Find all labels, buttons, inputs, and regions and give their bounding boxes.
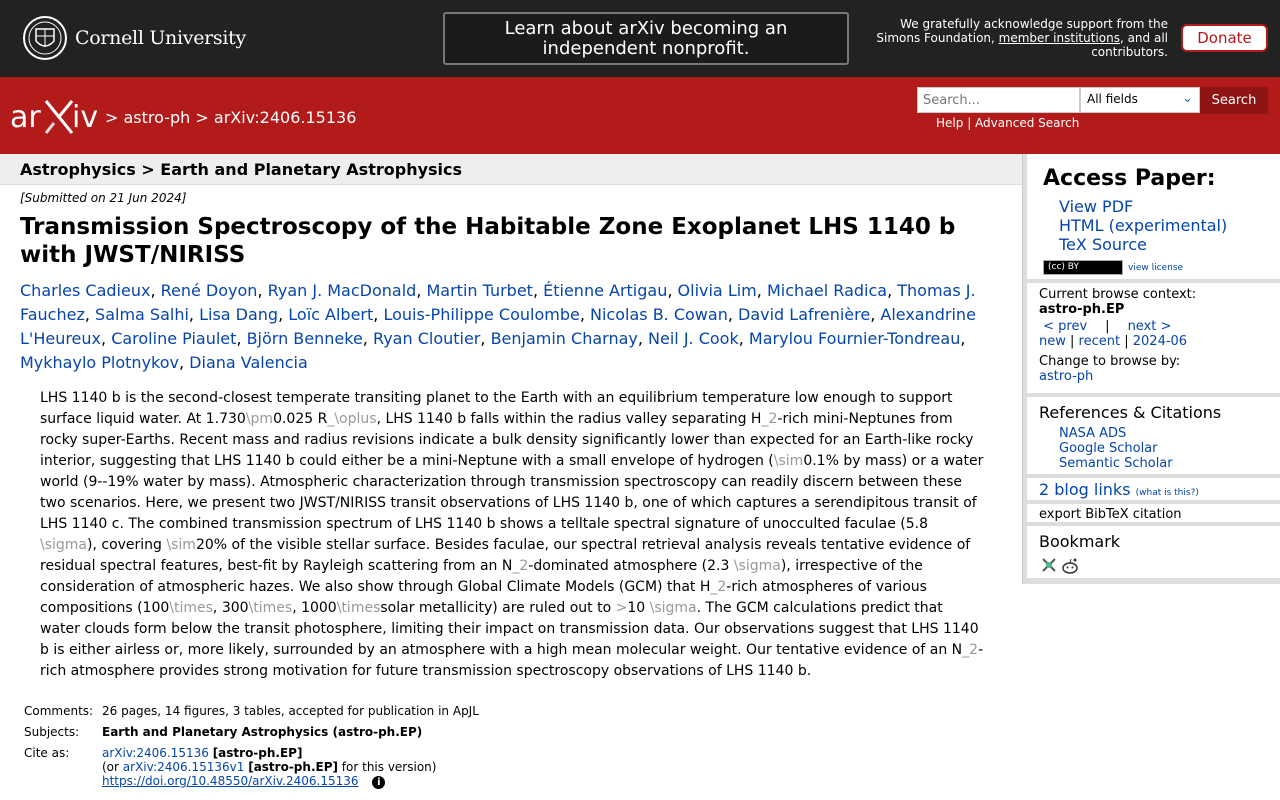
bookmark-box (1027, 526, 1280, 578)
tex-fragment: \times (336, 600, 381, 616)
author-link[interactable]: Neil J. Cook (648, 329, 739, 348)
html-link[interactable]: HTML (experimental) (1059, 216, 1228, 235)
tex-fragment: \sim (773, 453, 804, 469)
abstract-text: -rich atmosphere provides strong motivation for future transmission spectroscopy observations of LHS 1140 b. (40, 642, 984, 679)
sidebar (1022, 154, 1280, 584)
abstract-text: , 300 (212, 600, 249, 616)
bibtex-box (1027, 504, 1280, 522)
abstract-text: , LHS 1140 b falls within the radius valley separating H (376, 411, 762, 427)
abstract-text: 0.1% by mass) or a water world (9--19% water by mass). Atmospheric characterization through transmission spectroscopy can readily discern between these two scenarios. Here, we present two JWST/NIRISS transit observations of LHS 1140 b, one of which captures a serendipitous transit of LHS 1140 c. The combined transmission spectrum of LHS 1140 b shows a telltale spectral signature of unocculted faculae (5.8 (40, 453, 984, 532)
references-title: References & Citations (1039, 403, 1222, 422)
subjects-row (24, 723, 481, 742)
blog-links-box (1027, 478, 1280, 500)
search-input[interactable] (917, 87, 1080, 113)
cite-tag: [astro-ph.EP] (212, 746, 303, 760)
comments-row (24, 702, 481, 721)
change-browse-label: Change to browse by: (1039, 354, 1181, 369)
abstract-text: 0.025 R (273, 411, 328, 427)
search-button[interactable]: Search (1200, 87, 1268, 114)
author-link[interactable]: Étienne Artigau (543, 281, 668, 300)
tex-fragment: \times (169, 600, 213, 616)
metadata-table (22, 700, 483, 794)
cite-id-link[interactable]: arXiv:2406.15136 (102, 746, 209, 760)
author-link[interactable]: Alexandrine L'Heureux (20, 305, 976, 348)
access-link-item (1059, 235, 1280, 254)
author-link[interactable]: Ryan Cloutier (372, 329, 481, 348)
cite-row (24, 744, 481, 792)
abstract (40, 388, 984, 682)
abstract-text: -dominated atmosphere (2.3 (528, 558, 734, 574)
subject-header: Astrophysics > Earth and Planetary Astrophysics (0, 154, 1022, 185)
tex-fragment: _2 (710, 579, 727, 595)
donate-button[interactable]: Donate (1181, 24, 1268, 52)
author-link[interactable]: René Doyon (160, 281, 258, 300)
google-scholar-link[interactable]: Google Scholar (1059, 441, 1158, 456)
new-recent-nav (1039, 334, 1269, 349)
browse-context-value: astro-ph.EP (1039, 302, 1125, 317)
ref-link-item (1059, 426, 1280, 441)
month-link[interactable]: 2024-06 (1132, 334, 1188, 349)
author-link[interactable]: Nicolas B. Cowan (590, 305, 728, 324)
help-links (936, 116, 1079, 130)
view-pdf-link[interactable]: View PDF (1059, 197, 1134, 216)
support-pre: We gratefully acknowledge support from the Simons Foundation, (876, 17, 1168, 45)
abstract-text: solar metallicity) are ruled out to (380, 600, 616, 616)
bookmark-title: Bookmark (1039, 532, 1121, 551)
cornell-header (0, 0, 1280, 77)
comments-value: 26 pages, 14 figures, 3 tables, accepted for publication in ApJL (102, 704, 479, 718)
author-link[interactable]: Lisa Dang (199, 305, 279, 324)
member-institutions-link[interactable]: member institutions (998, 31, 1120, 45)
breadcrumb-sep: > (195, 108, 209, 127)
abstract-text: ), irrespective of the consideration of atmospheric hazes. We also show through Global Climate Models (GCM) that H (40, 558, 923, 595)
abstract-text: 10 (627, 600, 650, 616)
subjects-value (102, 723, 481, 742)
author-link[interactable]: Michael Radica (766, 281, 888, 300)
subjects-primary: Earth and Planetary Astrophysics (astro-ph.EP) (102, 725, 423, 739)
cite-label: Cite as: (24, 746, 70, 760)
abstract-text: 20% of the visible stellar surface. Besides faculae, our spectral retrieval analysis reveals tentative evidence of residual spectral features, best-fit by Rayleigh scattering from an N (40, 537, 971, 574)
nav-sep: | (1070, 334, 1075, 349)
nasa-ads-link[interactable]: NASA ADS (1059, 426, 1127, 441)
browse-context-box (1027, 283, 1280, 393)
ref-link-item (1059, 456, 1280, 471)
references-box (1027, 397, 1280, 474)
help-link[interactable]: Help (936, 116, 964, 130)
ref-link-item (1059, 441, 1280, 456)
paper-main (0, 154, 1022, 800)
author-link[interactable]: Olivia Lim (677, 281, 757, 300)
author-link[interactable]: Charles Cadieux (20, 281, 151, 300)
tex-fragment: \sim (166, 537, 196, 553)
cite-tag-version: [astro-ph.EP] (248, 760, 338, 774)
abstract-text: ), covering (87, 537, 167, 553)
author-link[interactable]: Caroline Piaulet (111, 329, 237, 348)
author-link[interactable]: Louis-Philippe Coulombe (383, 305, 580, 324)
cornell-wordmark: Cornell University (75, 27, 246, 49)
license (1043, 260, 1280, 275)
arxiv-logo[interactable] (10, 97, 100, 141)
author-link[interactable]: Mykhaylo Plotnykov (20, 353, 179, 372)
cornell-seal-icon (22, 15, 68, 61)
arxiv-logo-icon (10, 97, 100, 137)
nav-sep: | (1124, 334, 1129, 349)
cite-post: for this version) (337, 760, 437, 774)
chevron-down-icon: ⌄ (1182, 91, 1193, 106)
breadcrumb-sep: > (105, 108, 119, 127)
advanced-search-link[interactable]: Advanced Search (975, 116, 1080, 130)
bibsonomy-icon[interactable] (1041, 557, 1057, 573)
doi-link[interactable]: https://doi.org/10.48550/arXiv.2406.15136 (102, 774, 359, 788)
tex-fragment: _2 (512, 558, 529, 574)
author-link[interactable]: Ryan J. MacDonald (267, 281, 417, 300)
tex-fragment: _\oplus (327, 411, 377, 427)
tex-source-link[interactable]: TeX Source (1059, 235, 1147, 254)
help-sep: | (967, 116, 972, 130)
blog-links[interactable]: 2 blog links (1039, 480, 1131, 499)
tex-fragment: _2 (761, 411, 778, 427)
search-field-value: All fields (1087, 92, 1138, 106)
breadcrumb (105, 108, 356, 127)
cornell-logo[interactable] (22, 15, 246, 61)
view-license-link[interactable]: view license (1128, 262, 1184, 273)
export-bibtex-link[interactable]: export BibTeX citation (1039, 507, 1182, 522)
author-link[interactable]: Marylou Fournier-Tondreau (748, 329, 961, 348)
tex-fragment: \pm (245, 411, 274, 427)
access-links (1059, 197, 1280, 254)
bookmark-icons (1041, 557, 1280, 575)
author-link[interactable]: Thomas J. Fauchez (20, 281, 976, 324)
breadcrumb-paper-id[interactable]: arXiv:2406.15136 (213, 108, 357, 127)
references-links (1059, 426, 1280, 471)
author-link[interactable]: Björn Benneke (246, 329, 363, 348)
access-paper-box (1027, 154, 1280, 279)
abstract-text: LHS 1140 b is the second-closest temperate transiting planet to the Earth with an equilibrium temperature low enough to support surface liquid water. At 1.730 (40, 390, 953, 427)
what-is-this-link[interactable]: (what is this?) (1135, 488, 1199, 498)
cc-by-badge[interactable]: (cc) BY (1043, 260, 1123, 275)
tex-fragment: > (615, 600, 628, 616)
abstract-text: , 1000 (292, 600, 337, 616)
author-link[interactable]: Diana Valencia (189, 353, 308, 372)
abstract-text: -rich atmospheres of various compositions (100 (40, 579, 927, 616)
tex-fragment: \sigma (733, 558, 781, 574)
paper-title: Transmission Spectroscopy of the Habitable Zone Exoplanet LHS 1140 b with JWST/NIRISS (20, 214, 956, 268)
svg-text:ar: ar (10, 100, 41, 135)
change-browse-link[interactable]: astro-ph (1039, 369, 1094, 384)
nav-sep: | (1105, 319, 1110, 334)
tex-fragment: _2 (962, 642, 979, 658)
tex-fragment: \sigma (649, 600, 697, 616)
recent-link[interactable]: recent (1078, 334, 1121, 349)
access-paper-title: Access Paper: (1043, 166, 1216, 191)
prev-next-nav (1039, 319, 1269, 334)
nonprofit-banner[interactable]: Learn about arXiv becoming an independent nonprofit. (443, 12, 849, 65)
cite-value (102, 744, 481, 792)
subjects-label: Subjects: (24, 725, 80, 739)
support-post: , and all contributors. (1091, 31, 1168, 59)
support-acknowledgement (860, 17, 1168, 59)
abstract-text: -rich mini-Neptunes from rocky super-Earths. Recent mass and radius revisions indicate a bulk density significantly lower than expected for an Earth-like rocky interior, suggesting that LHS 1140 b could either be a mini-Neptune with a small envelope of hydrogen ( (40, 411, 974, 469)
search-field-select[interactable] (1080, 87, 1200, 113)
submission-date: [Submitted on 21 Jun 2024] (20, 191, 187, 205)
author-link[interactable]: Martin Turbet (426, 281, 533, 300)
author-list: Charles Cadieux, René Doyon, Ryan J. MacDonald, Martin Turbet, Étienne Artigau, Olivia Lim, Michael Radica, Thomas J. Fauchez, Salma Salhi, Lisa Dang, Loïc Albert, Louis-Philippe Coulombe, Nicolas B. Cowan, David Lafrenière, Alexandrine L'Heureux, Caroline Piaulet, Björn Benneke, Ryan Cloutier, Benjamin Charnay, Neil J. Cook, Marylou Fournier-Tondreau, Mykhaylo Plotnykov, Diana Valencia (20, 281, 976, 372)
access-link-item (1059, 197, 1280, 216)
abstract-text: . The GCM calculations predict that water clouds form below the transit photosphere, limiting their impact on transmission data. Our observations suggest that LHS 1140 b is either airless or, more likely, surrounded by an atmosphere with a high mean molecular weight. Our tentative evidence of an N (40, 600, 979, 658)
author-link[interactable]: Loïc Albert (288, 305, 374, 324)
author-link[interactable]: Salma Salhi (95, 305, 189, 324)
browse-context-label: Current browse context: (1039, 287, 1197, 302)
breadcrumb-archive[interactable]: astro-ph (123, 108, 191, 127)
prev-link[interactable]: < prev (1043, 319, 1088, 334)
cite-version-link[interactable]: arXiv:2406.15136v1 (122, 760, 245, 774)
tex-fragment: \sigma (40, 537, 88, 553)
new-link[interactable]: new (1039, 334, 1066, 349)
svg-text:iv: iv (72, 100, 99, 135)
tex-fragment: \times (248, 600, 293, 616)
cite-or: (or (102, 760, 123, 774)
info-icon[interactable]: i (372, 776, 385, 789)
semantic-scholar-link[interactable]: Semantic Scholar (1059, 456, 1173, 471)
author-link[interactable]: Benjamin Charnay (490, 329, 638, 348)
next-link[interactable]: next > (1127, 319, 1172, 334)
access-link-item (1059, 216, 1280, 235)
author-link[interactable]: David Lafrenière (738, 305, 871, 324)
reddit-icon[interactable] (1061, 557, 1079, 575)
comments-label: Comments: (24, 704, 94, 718)
